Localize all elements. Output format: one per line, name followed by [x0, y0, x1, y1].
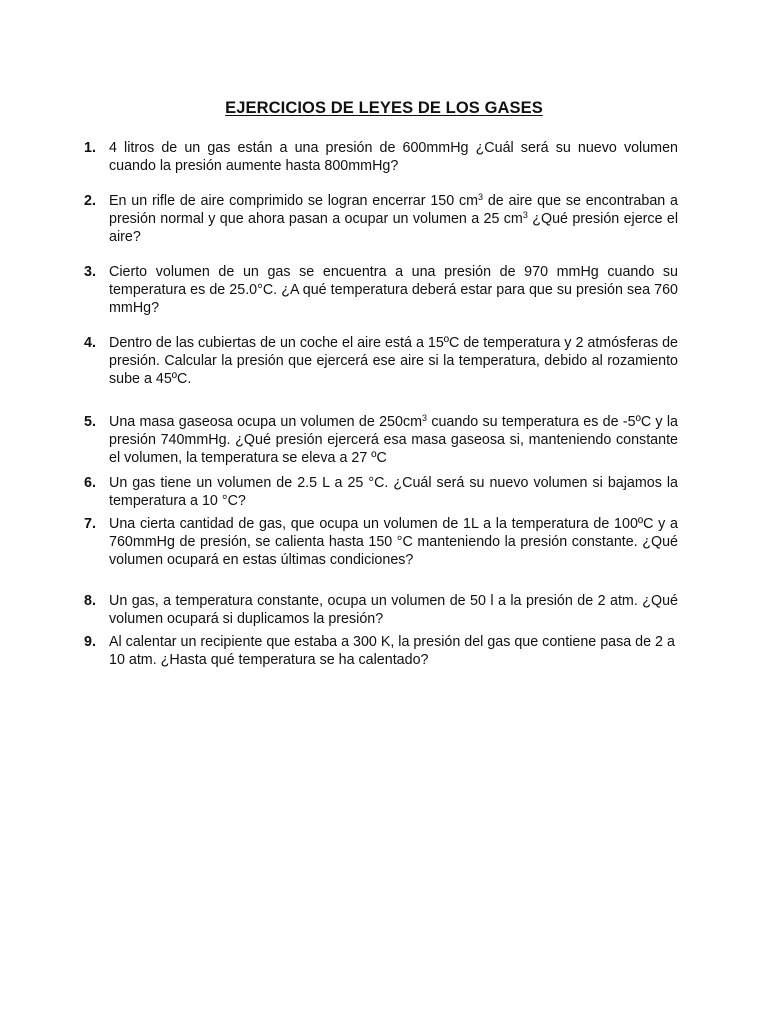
- exercise-number: 5.: [84, 414, 96, 430]
- exercise-text: [109, 633, 678, 669]
- exercise-number: 6.: [84, 475, 96, 491]
- exercise-number: 7.: [84, 516, 96, 532]
- superscript: 3: [522, 210, 528, 221]
- exercise-text: [109, 515, 678, 570]
- exercise-number: 3.: [84, 264, 96, 280]
- superscript: 3: [478, 192, 484, 202]
- page-title: EJERCICIOS DE LEYES DE LOS GASES: [225, 99, 543, 117]
- exercise-text-part: ¿Qué presión ejerce el aire?: [109, 211, 678, 246]
- exercise-text: [109, 474, 678, 510]
- exercise-text-part: Una cierta cantidad de gas, que ocupa un volumen de 1L a la temperatura de 100ºC y a 760mmHg de presión, se calienta hasta 150 °C manteniendo la presión constante. ¿Qué volumen ocupará en estas últimas condiciones?: [109, 516, 678, 569]
- exercise-text-part: de aire que se encontraban a presión normal y que ahora pasan a ocupar un volumen a 25 cm: [109, 193, 678, 228]
- superscript: 3: [422, 413, 428, 423]
- exercise-item: [84, 334, 678, 389]
- exercise-item: [84, 633, 678, 669]
- exercise-text: [109, 263, 678, 318]
- exercise-text-part: Cierto volumen de un gas se encuentra a una presión de 970 mmHg cuando su temperatura es de 25.0°C. ¿A qué temperatura deberá estar para que su presión sea 760 mmHg?: [109, 264, 678, 317]
- exercise-text-part: Un gas, a temperatura constante, ocupa un volumen de 50 l a la presión de 2 atm. ¿Qué volumen ocupará si duplicamos la presión?: [109, 593, 678, 628]
- exercise-item: [84, 474, 678, 510]
- exercise-number: 2.: [84, 193, 96, 209]
- exercise-number: 8.: [84, 593, 96, 609]
- exercise-text-part: Una masa gaseosa ocupa un volumen de 250cm: [109, 414, 423, 430]
- exercise-text-part: Un gas tiene un volumen de 2.5 L a 25 °C. ¿Cuál será su nuevo volumen si bajamos la temperatura a 10 °C?: [109, 475, 678, 510]
- exercise-item: [84, 515, 678, 570]
- exercise-item: [84, 139, 678, 175]
- exercise-text: [109, 334, 678, 389]
- exercise-text-part: Al calentar un recipiente que estaba a 300 K, la presión del gas que contiene pasa de 2 a 10 atm. ¿Hasta qué temperatura se ha calentado?: [109, 634, 675, 669]
- exercise-item: [84, 592, 678, 628]
- exercise-text-part: 4 litros de un gas están a una presión de 600mmHg ¿Cuál será su nuevo volumen cuando la presión aumente hasta 800mmHg?: [109, 140, 678, 175]
- exercise-number: 9.: [84, 634, 96, 650]
- exercise-text: [109, 413, 678, 468]
- exercise-text: [109, 592, 678, 628]
- exercise-text: [109, 139, 678, 175]
- exercise-text-part: En un rifle de aire comprimido se logran encerrar 150 cm: [109, 193, 479, 209]
- exercise-number: 1.: [84, 140, 96, 156]
- exercise-item: [84, 192, 678, 247]
- exercise-text-part: Dentro de las cubiertas de un coche el aire está a 15ºC de temperatura y 2 atmósferas de presión. Calcular la presión que ejercerá ese aire si la temperatura, debido al rozamiento sube a 45ºC.: [109, 335, 678, 388]
- exercise-item: [84, 413, 678, 468]
- exercise-number: 4.: [84, 335, 96, 351]
- exercise-item: [84, 263, 678, 318]
- exercise-text-part: cuando su temperatura es de -5ºC y la presión 740mmHg. ¿Qué presión ejercerá esa masa gaseosa si, manteniendo constante el volumen, la temperatura se eleva a 27 ºC: [109, 414, 678, 467]
- exercise-text: [109, 192, 678, 247]
